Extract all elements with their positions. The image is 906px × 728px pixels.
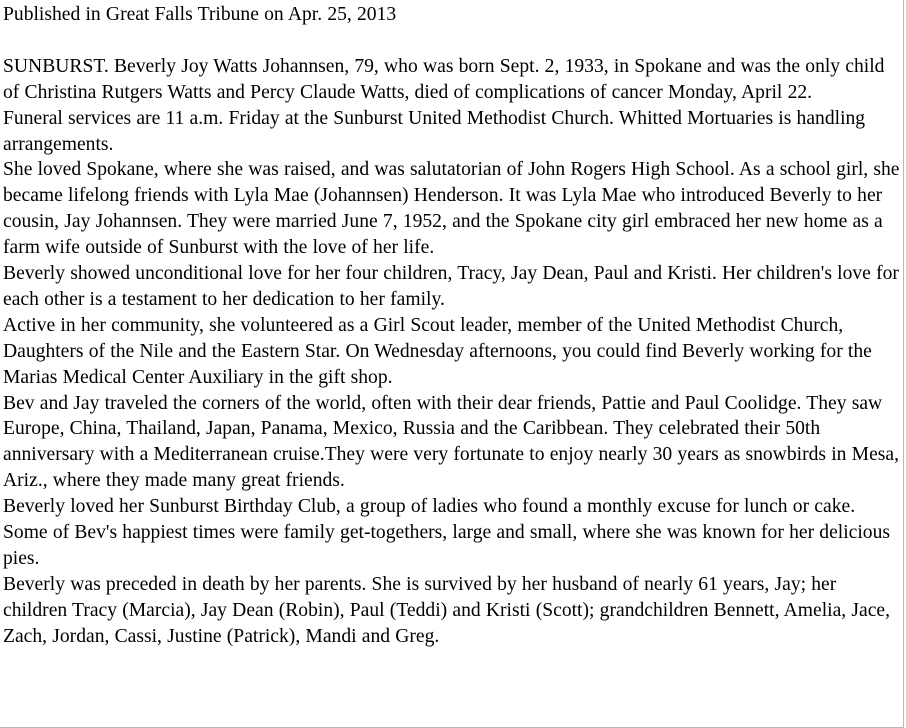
obituary-document <box>3 2 903 650</box>
blank-line <box>3 28 903 54</box>
paragraph-spokane: She loved Spokane, where she was raised, and was salutatorian of John Rogers High School. As a school girl, she became lifelong friends with Lyla Mae (Johannsen) Henderson. It was Lyla Mae who introduced Beverly to her cousin, Jay Johannsen. They were married June 7, 1952, and the Spokane city girl embraced her new home as a farm wife outside of Sunburst with the love of her life. <box>3 159 900 259</box>
paragraph-children: Beverly showed unconditional love for her four children, Tracy, Jay Dean, Paul and Kristi. Her children's love for each other is a testament to her dedication to her family. <box>3 263 899 310</box>
published-line: Published in Great Falls Tribune on Apr. 25, 2013 <box>3 4 397 25</box>
paragraph-family-times: Some of Bev's happiest times were family get-togethers, large and small, where she was known for her delicious pies. <box>3 522 891 570</box>
paragraph-services: Funeral services are 11 a.m. Friday at the Sunburst United Methodist Church. Whitted Mortuaries is handling arrangements. <box>3 107 866 155</box>
paragraph-birthday-club: Beverly loved her Sunburst Birthday Club, a group of ladies who found a monthly excuse for lunch or cake. <box>3 496 856 518</box>
paragraph-survivors: Beverly was preceded in death by her parents. She is survived by her husband of nearly 61 years, Jay; her children Tracy (Marcia), Jay Dean (Robin), Paul (Teddi) and Kristi (Scott); grandchildren Bennett, Amelia, Jace, Zach, Jordan, Cassi, Justine (Patrick), Mandi and Greg. <box>3 573 891 647</box>
paragraph-intro: SUNBURST. Beverly Joy Watts Johannsen, 79, who was born Sept. 2, 1933, in Spokane and was the only child of Christina Rutgers Watts and Percy Claude Watts, died of complications of cancer Monday, April 22. <box>3 55 885 103</box>
paragraph-travel: Bev and Jay traveled the corners of the world, often with their dear friends, Pattie and Paul Coolidge. They saw Europe, China, Thailand, Japan, Panama, Mexico, Russia and the Caribbean. They celebrated their 50th anniversary with a Mediterranean cruise.They were very fortunate to enjoy nearly 30 years as snowbirds in Mesa, Ariz., where they made many great friends. <box>3 392 899 492</box>
paragraph-community: Active in her community, she volunteered as a Girl Scout leader, member of the United Methodist Church, Daughters of the Nile and the Eastern Star. On Wednesday afternoons, you could find Beverly working for the Marias Medical Center Auxiliary in the gift shop. <box>3 314 872 388</box>
